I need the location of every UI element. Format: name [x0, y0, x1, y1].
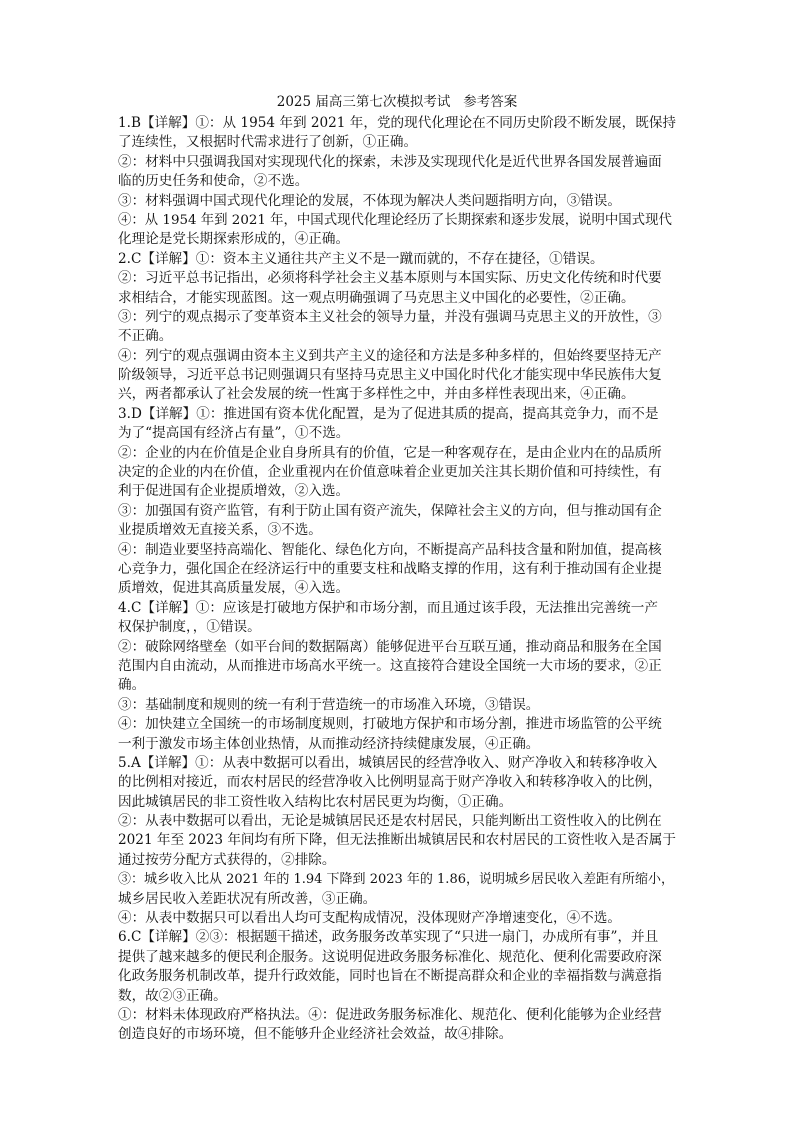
answer-line: 范围内自由流动，从而推进市场高水平统一。这直接符合建设全国统一大市场的要求，②正: [118, 657, 662, 674]
answer-line: 确。: [118, 677, 146, 694]
answer-line: 质增效，促进其高质量发展，④入选。: [118, 580, 350, 597]
answer-line: 提供了越来越多的便民利企服务。这说明促进政务服务标准化、规范化、便利化需要政府深: [118, 948, 662, 965]
answer-line: ②：企业的内在价值是企业自身所具有的价值，它是一种客观存在，是由企业内在的品质所: [118, 444, 662, 461]
answer-line: ②：破除网络壁垒（如平台间的数据隔离）能够促进平台互联互通，推动商品和服务在全国: [118, 638, 662, 655]
answer-line: 6.C【详解】②③：根据题干描述，政务服务改革实现了“只进一扇门，办成所有事”，并且: [118, 929, 659, 946]
answer-line: ④：列宁的观点强调由资本主义到共产主义的途径和方法是多种多样的，但始终要坚持无产: [118, 347, 662, 364]
answer-line: 利于促进国有企业提质增效，②入选。: [118, 483, 350, 500]
answer-line: ③：基础制度和规则的统一有利于营造统一的市场准入环境，③错误。: [118, 696, 540, 713]
answer-line: ④：从表中数据只可以看出人均可支配构成情况，没体现财产净增速变化，④不选。: [118, 910, 621, 927]
answer-line: 一利于激发市场主体创业热情，从而推动经济持续健康发展，④正确。: [118, 735, 540, 752]
answer-line: 心竞争力，强化国企在经济运行中的重要支柱和战略支撑的作用，这有利于推动国有企业提: [118, 560, 662, 577]
answer-line: ②：材料中只强调我国对实现现代化的探索，未涉及实现现代化是近代世界各国发展普遍面: [118, 153, 662, 170]
answer-line: 通过按劳分配方式获得的，②排除。: [118, 851, 336, 868]
answer-line: 决定的企业的内在价值，企业重视内在价值意味着企业更加关注其长期价值和可持续性，有: [118, 464, 662, 481]
answer-line: ③：列宁的观点揭示了变革资本主义社会的领导力量，并没有强调马克思主义的开放性，③: [118, 308, 662, 325]
answer-line: 因此城镇居民的非工资性收入结构比农村居民更为均衡，①正确。: [118, 793, 513, 810]
answer-line: 4.C【详解】①：应该是打破地方保护和市场分割，而且通过该手段，无法推出完善统一产: [118, 599, 658, 616]
answer-line: 的比例相对接近，而农村居民的经营净收入比例明显高于财产净收入和转移净收入的比例，: [118, 774, 662, 791]
answer-line: 了连续性，又根据时代需求进行了创新，①正确。: [118, 134, 418, 151]
answer-line: 业提质增效无直接关系，③不选。: [118, 522, 322, 539]
answer-line: ④：制造业要坚持高端化、智能化、绿色化方向，不断提高产品科技含量和附加值，提高核: [118, 541, 662, 558]
answer-line: ②：习近平总书记指出，必须将科学社会主义基本原则与本国实际、历史文化传统和时代要: [118, 270, 662, 287]
answer-line: 临的历史任务和使命，②不选。: [118, 173, 309, 190]
answer-line: ③：材料强调中国式现代化理论的发展，不体现为解决人类问题指明方向，③错误。: [118, 192, 621, 209]
answer-line: 不正确。: [118, 328, 173, 345]
answer-line: ③：城乡收入比从 2021 年的 1.94 下降到 2023 年的 1.86，说明城乡居民收入差距有所缩小，: [118, 872, 674, 888]
answer-line: 3.D【详解】①：推进国有资本优化配置，是为了促进其质的提高，提高其竞争力，而不是: [118, 405, 659, 422]
answer-line: 权保护制度，，①错误。: [118, 619, 261, 636]
answer-line: 化政务服务机制改革，提升行政效能，同时也旨在不断提高群众和企业的幸福指数与满意指: [118, 968, 662, 985]
answer-line: ④：从 1954 年到 2021 年，中国式现代化理论经历了长期探索和逐步发展，说明中国式现代: [118, 212, 672, 228]
answer-line: ②：从表中数据可以看出，无论是城镇居民还是农村居民，只能判断出工资性收入的比例在: [118, 813, 662, 830]
answer-line: ③：加强国有资产监管，有利于防止国有资产流失，保障社会主义的方向，但与推动国有企: [118, 502, 662, 519]
answer-line: 求相结合，才能实现蓝图。这一观点明确强调了马克思主义中国化的必要性，②正确。: [118, 289, 635, 306]
answer-line: 5.A【详解】①：从表中数据可以看出，城镇居民的经营净收入、财产净收入和转移净收入: [118, 754, 658, 771]
answer-line: ④：加快建立全国统一的市场制度规则，打破地方保护和市场分割，推进市场监管的公平统: [118, 716, 662, 733]
answer-line: 兴，两者都承认了社会发展的统一性寓于多样性之中，并由多样性表现出来，④正确。: [118, 386, 635, 403]
answer-line: 2.C【详解】①：资本主义通往共产主义不是一蹴而就的，不存在捷径，①错误。: [118, 250, 604, 267]
answer-line: 化理论是党长期探索形成的，④正确。: [118, 231, 350, 248]
answer-line: 数，故②③正确。: [118, 987, 227, 1004]
page-title: 2025 届高三第七次模拟考试 参考答案: [276, 94, 518, 110]
answer-line: 创造良好的市场环境，但不能够升企业经济社会效益，故④排除。: [118, 1026, 513, 1043]
answer-line: 城乡居民收入差距状况有所改善，③正确。: [118, 890, 377, 907]
answer-line: ①：材料未体现政府严格执法。④：促进政务服务标准化、规范化、便利化能够为企业经营: [118, 1006, 662, 1023]
answer-line: 为了“提高国有经济占有量”，①不选。: [118, 425, 350, 442]
answer-line: 2021 年至 2023 年间均有所下降，但无法推断出城镇居民和农村居民的工资性收入是否属于: [118, 832, 676, 849]
answer-body: [118, 114, 678, 1045]
answer-line: 1.B【详解】①：从 1954 年到 2021 年，党的现代化理论在不同历史阶段不断发展，既保持: [118, 115, 677, 131]
answer-line: 阶级领导，习近平总书记则强调只有坚持马克思主义中国化时代化才能实现中华民族伟大复: [118, 367, 662, 384]
